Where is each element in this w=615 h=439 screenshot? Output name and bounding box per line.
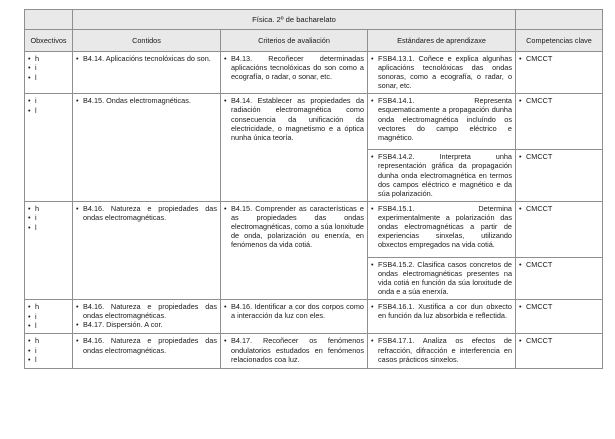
standard-list <box>371 54 512 90</box>
objective-list <box>28 96 69 115</box>
criterion-list <box>224 96 364 141</box>
objective-list <box>28 204 69 232</box>
objective-item: • l <box>28 321 69 330</box>
objectives-cell <box>25 300 73 334</box>
content-list <box>76 336 217 354</box>
objectives-cell <box>25 334 73 368</box>
competence-list <box>519 302 599 311</box>
competence-list <box>519 204 599 213</box>
standard-list <box>371 96 512 141</box>
standard-list <box>371 336 512 363</box>
objective-item: • i <box>28 63 69 72</box>
criterion-text: • B4.13. Recoñecer determinadas aplicacións tecnolóxicas do son como a ecografía, o radar, o sonar, etc. <box>224 54 364 81</box>
competence-text: • CMCCT <box>519 54 599 63</box>
standard-text: • FSB4.13.1. Coñece e explica algunhas aplicacións tecnolóxicas das ondas sonoras, como a ecografía, o radar, o sonar, etc. <box>371 54 512 90</box>
title-blank-cell <box>516 10 603 30</box>
standard-cell <box>368 300 516 334</box>
standard-text: • FSB4.14.2. Interpreta unha representación gráfica da propagación dunha onda electromagnética en termos dos campos eléctrico e magnético e da súa polarización. <box>371 152 512 197</box>
table-row <box>25 94 603 150</box>
header-objectives: Obxectivos <box>25 30 73 52</box>
criterion-list <box>224 54 364 81</box>
standard-text: • FSB4.17.1. Analiza os efectos de refracción, difracción e interferencia en casos prácticos sinxelos. <box>371 336 512 363</box>
competence-cell <box>516 300 603 334</box>
standard-list <box>371 204 512 249</box>
objective-item: • l <box>28 106 69 115</box>
objective-item: • h <box>28 54 69 63</box>
criterion-list <box>224 336 364 363</box>
objective-item: • l <box>28 355 69 364</box>
column-header-row <box>25 30 603 52</box>
standard-cell <box>368 334 516 368</box>
competence-list <box>519 96 599 105</box>
competence-text: • CMCCT <box>519 152 599 161</box>
competence-list <box>519 336 599 345</box>
criterion-list <box>224 302 364 320</box>
competence-list <box>519 260 599 269</box>
content-item: • B4.16. Natureza e propiedades das ondas electromagnéticas. <box>76 204 217 222</box>
criterion-text: • B4.15. Comprender as características e as propiedades das ondas electromagnéticas, como a súa lonxitude de onda, polarización ou enerxía, en fenómenos da vida cotiá. <box>224 204 364 249</box>
table-row <box>25 334 603 368</box>
header-criteria: Criterios de avaliación <box>221 30 368 52</box>
standard-cell <box>368 52 516 94</box>
table-title: Física. 2º de bacharelato <box>73 10 516 30</box>
objective-list <box>28 54 69 82</box>
competence-text: • CMCCT <box>519 302 599 311</box>
criterion-list <box>224 204 364 249</box>
objective-item: • i <box>28 96 69 105</box>
header-competences: Competencias clave <box>516 30 603 52</box>
objective-item: • i <box>28 346 69 355</box>
objective-list <box>28 302 69 330</box>
objective-item: • h <box>28 336 69 345</box>
criterion-cell <box>221 334 368 368</box>
standard-cell <box>368 150 516 201</box>
curriculum-table <box>24 9 603 369</box>
content-item: • B4.16. Natureza e propiedades das ondas electromagnéticas. <box>76 336 217 354</box>
content-item: • B4.16. Natureza e propiedades das ondas electromagnéticas. <box>76 302 217 320</box>
competence-list <box>519 54 599 63</box>
standard-cell <box>368 201 516 257</box>
table-row <box>25 201 603 257</box>
standard-text: • FSB4.15.1. Determina experimentalmente a polarización das ondas electromagnéticas a partir de experiencias sinxelas, utilizando obxectos empregados na vida cotiá. <box>371 204 512 249</box>
content-item: • B4.15. Ondas electromagnéticas. <box>76 96 217 105</box>
content-list <box>76 302 217 329</box>
standard-list <box>371 302 512 320</box>
objective-item: • l <box>28 73 69 82</box>
content-list <box>76 204 217 222</box>
objectives-cell <box>25 52 73 94</box>
content-item: • B4.14. Aplicacións tecnolóxicas do son. <box>76 54 217 63</box>
standard-list <box>371 260 512 296</box>
objective-list <box>28 336 69 364</box>
criterion-cell <box>221 201 368 299</box>
header-standards: Estándares de aprendizaxe <box>368 30 516 52</box>
criterion-text: • B4.14. Establecer as propiedades da radiación electromagnética como consecuencia da unificación da electricidade, o magnetismo e a óptica nunha única teoría. <box>224 96 364 141</box>
contents-cell <box>73 334 221 368</box>
content-list <box>76 96 217 105</box>
criterion-text: • B4.17. Recoñecer os fenómenos ondulatorios estudados en fenómenos relacionados coa luz. <box>224 336 364 363</box>
competence-cell <box>516 94 603 150</box>
objective-item: • l <box>28 223 69 232</box>
objective-item: • i <box>28 213 69 222</box>
title-row <box>25 10 603 30</box>
objective-item: • i <box>28 312 69 321</box>
title-blank-cell <box>25 10 73 30</box>
competence-cell <box>516 52 603 94</box>
content-item: • B4.17. Dispersión. A cor. <box>76 320 217 329</box>
objectives-cell <box>25 94 73 201</box>
competence-text: • CMCCT <box>519 336 599 345</box>
contents-cell <box>73 201 221 299</box>
standard-list <box>371 152 512 197</box>
competence-cell <box>516 257 603 299</box>
criterion-cell <box>221 94 368 201</box>
contents-cell <box>73 300 221 334</box>
objectives-cell <box>25 201 73 299</box>
standard-text: • FSB4.15.2. Clasifica casos concretos de ondas electromagnéticas presentes na vida cotiá en función da súa lonxitude de onda e a súa enerxía. <box>371 260 512 296</box>
header-contents: Contidos <box>73 30 221 52</box>
competence-text: • CMCCT <box>519 204 599 213</box>
contents-cell <box>73 52 221 94</box>
criterion-cell <box>221 300 368 334</box>
standard-text: • FSB4.14.1. Representa esquematicamente a propagación dunha onda electromagnética incluíndo os vectores do campo eléctrico e magnético. <box>371 96 512 141</box>
table-row <box>25 300 603 334</box>
criterion-cell <box>221 52 368 94</box>
competence-cell <box>516 150 603 201</box>
competence-cell <box>516 201 603 257</box>
competence-text: • CMCCT <box>519 260 599 269</box>
competence-cell <box>516 334 603 368</box>
objective-item: • h <box>28 204 69 213</box>
table-body <box>25 52 603 369</box>
table-row <box>25 52 603 94</box>
competence-text: • CMCCT <box>519 96 599 105</box>
standard-cell <box>368 257 516 299</box>
content-list <box>76 54 217 63</box>
standard-cell <box>368 94 516 150</box>
objective-item: • h <box>28 302 69 311</box>
contents-cell <box>73 94 221 201</box>
competence-list <box>519 152 599 161</box>
criterion-text: • B4.16. Identificar a cor dos corpos como a interacción da luz con eles. <box>224 302 364 320</box>
standard-text: • FSB4.16.1. Xustifica a cor dun obxecto en función da luz absorbida e reflectida. <box>371 302 512 320</box>
